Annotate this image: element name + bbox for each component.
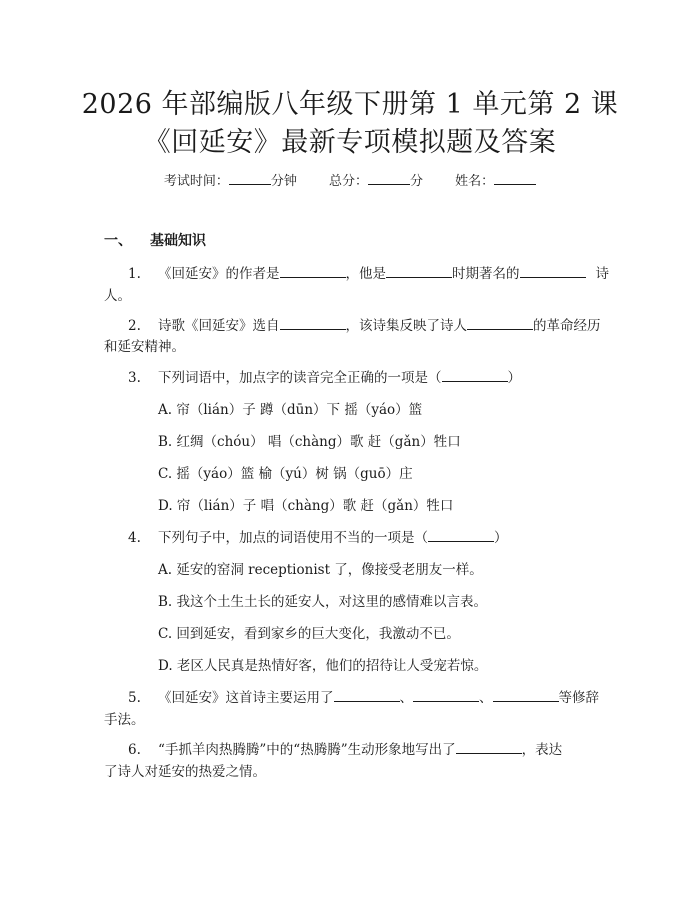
answer-blank[interactable] [280, 316, 346, 330]
answer-blank[interactable] [467, 316, 533, 330]
question-text: 时期著名的 [452, 266, 520, 282]
answer-blank[interactable] [413, 688, 479, 702]
option-a: A. 帘（lián）子 蹲（dūn）下 摇（yáo）篮 [158, 402, 423, 418]
question-text: 下列词语中，加点字的读音完全正确的一项是（ [158, 370, 442, 386]
option-c: C. 回到延安，看到家乡的巨大变化，我激动不已。 [158, 626, 460, 642]
exam-name-blank[interactable] [494, 172, 536, 185]
section-title: 基础知识 [150, 233, 206, 249]
exam-score-blank[interactable] [368, 172, 410, 185]
question-text: 诗歌《回延安》选自 [158, 318, 280, 334]
answer-blank[interactable] [334, 688, 400, 702]
question-5 [128, 686, 599, 706]
answer-blank[interactable] [520, 264, 586, 278]
answer-blank[interactable] [442, 368, 508, 382]
question-number: 3. [128, 370, 141, 386]
question-2 [128, 314, 601, 334]
question-number: 4. [128, 530, 141, 546]
question-text: 《回延安》这首诗主要运用了 [158, 690, 334, 706]
question-text: ，他是 [345, 266, 386, 282]
question-6-continued: 了诗人对延安的热爱之情。 [104, 764, 266, 780]
exam-time-blank[interactable] [229, 172, 271, 185]
page-title-line1: 2026 年部编版八年级下册第 1 单元第 2 课 [81, 89, 619, 120]
question-text: “手抓羊肉热腾腾”中的“热腾腾”生动形象地写出了 [158, 742, 456, 758]
exam-score-label: 总分： [328, 174, 368, 189]
question-5-continued: 手法。 [104, 712, 145, 728]
question-number: 2. [128, 318, 141, 334]
exam-time [164, 174, 301, 189]
option-d: D. 帘（lián）子 唱（chàng）歌 赶（gǎn）牲口 [158, 498, 454, 514]
section-heading [104, 230, 206, 250]
option-a: A. 延安的窑洞 receptionist 了，像接受老朋友一样。 [158, 562, 483, 578]
option-c: C. 摇（yáo）篮 榆（yú）树 锅（guō）庄 [158, 466, 413, 482]
question-text: ，表达 [521, 742, 563, 758]
exam-score-unit: 分 [410, 174, 424, 189]
question-text: 的革命经历 [533, 318, 601, 334]
exam-name-label: 姓名： [455, 174, 495, 189]
question-4 [128, 526, 508, 546]
question-1 [128, 262, 609, 282]
question-text: 、 [399, 690, 413, 706]
question-text: 、 [479, 690, 493, 706]
exam-info-row [0, 170, 700, 189]
question-text: 诗 [595, 266, 609, 282]
answer-blank[interactable] [493, 688, 559, 702]
question-text: 下列句子中，加点的词语使用不当的一项是（ [158, 530, 428, 546]
exam-score [329, 174, 427, 189]
answer-blank[interactable] [428, 528, 494, 542]
question-1-continued: 人。 [104, 288, 131, 304]
question-text: ） [507, 370, 521, 386]
question-text: ，该诗集反映了诗人 [345, 318, 467, 334]
question-6 [128, 738, 562, 758]
page-title-line2: 《回延安》最新专项模拟题及答案 [143, 127, 557, 158]
question-text: ） [494, 530, 508, 546]
question-text: 等修辞 [558, 690, 599, 706]
option-b: B. 红绸（chóu） 唱（chàng）歌 赶（gǎn）牲口 [158, 434, 461, 450]
question-number: 5. [128, 690, 141, 706]
answer-blank[interactable] [386, 264, 452, 278]
exam-time-label: 考试时间： [163, 174, 229, 189]
exam-name [455, 174, 536, 189]
question-number: 1. [128, 266, 141, 282]
question-text: 《回延安》的作者是 [158, 266, 280, 282]
option-b: B. 我这个土生土长的延安人，对这里的感情难以言表。 [158, 594, 488, 610]
question-3 [128, 366, 521, 386]
answer-blank[interactable] [456, 740, 522, 754]
question-number: 6. [128, 742, 141, 758]
question-2-continued: 和延安精神。 [104, 339, 185, 355]
answer-blank[interactable] [280, 264, 346, 278]
section-number: 一、 [104, 233, 132, 249]
exam-time-unit: 分钟 [270, 174, 297, 189]
option-d: D. 老区人民真是热情好客，他们的招待让人受宠若惊。 [158, 658, 488, 674]
